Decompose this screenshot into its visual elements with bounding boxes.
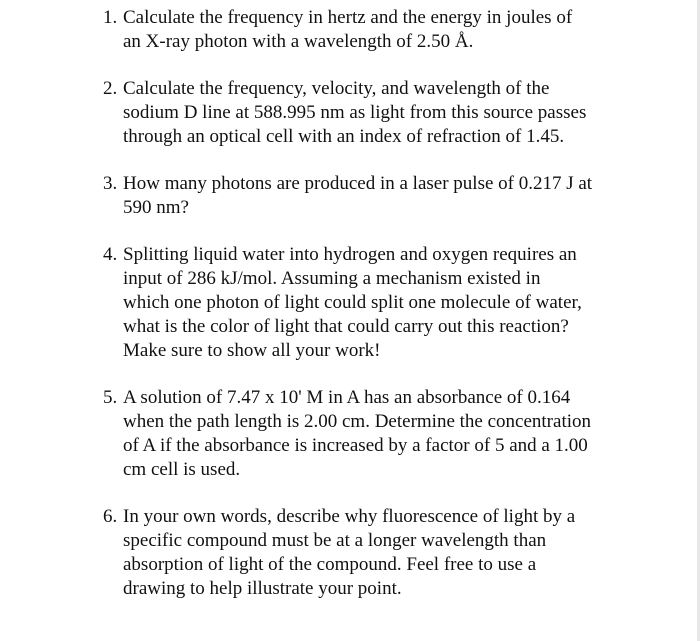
question-text-line: Calculate the frequency in hertz and the energy in joules of xyxy=(123,7,573,28)
question-text-line: Calculate the frequency, velocity, and wavelength of the xyxy=(123,78,550,99)
question-text-line: cm cell is used. xyxy=(123,459,241,480)
question-text-line: input of 286 kJ/mol. Assuming a mechanism existed in xyxy=(123,268,541,289)
question-text-line: In your own words, describe why fluorescence of light by a xyxy=(123,506,576,527)
question-text-line: through an optical cell with an index of refraction of 1.45. xyxy=(123,126,565,147)
question-number: 1. xyxy=(103,7,118,28)
question-text-line: A solution of 7.47 x 10' M in A has an absorbance of 0.164 xyxy=(123,387,571,408)
question-text-line: what is the color of light that could carry out this reaction? xyxy=(123,316,569,337)
question-text-line: specific compound must be at a longer wavelength than xyxy=(123,530,547,551)
question-number: 3. xyxy=(103,173,118,194)
question-text-line: Make sure to show all your work! xyxy=(123,340,381,361)
question-number: 5. xyxy=(103,387,118,408)
question-text-line: Splitting liquid water into hydrogen and oxygen requires an xyxy=(123,244,577,265)
question-text-line: sodium D line at 588.995 nm as light from this source passes xyxy=(123,102,587,123)
question-text-line: which one photon of light could split one molecule of water, xyxy=(123,292,582,313)
question-number: 6. xyxy=(103,506,118,527)
question-text-line: 590 nm? xyxy=(123,197,189,218)
question-number: 4. xyxy=(103,244,118,265)
question-text-line: an X-ray photon with a wavelength of 2.50 Å. xyxy=(123,31,474,52)
question-number: 2. xyxy=(103,78,118,99)
question-text-line: absorption of light of the compound. Feel free to use a xyxy=(123,554,537,575)
question-text-line: of A if the absorbance is increased by a factor of 5 and a 1.00 xyxy=(123,435,588,456)
question-text-line: when the path length is 2.00 cm. Determine the concentration xyxy=(123,411,591,432)
question-text-line: drawing to help illustrate your point. xyxy=(123,578,402,599)
question-text-line: How many photons are produced in a laser pulse of 0.217 J at xyxy=(123,173,593,194)
